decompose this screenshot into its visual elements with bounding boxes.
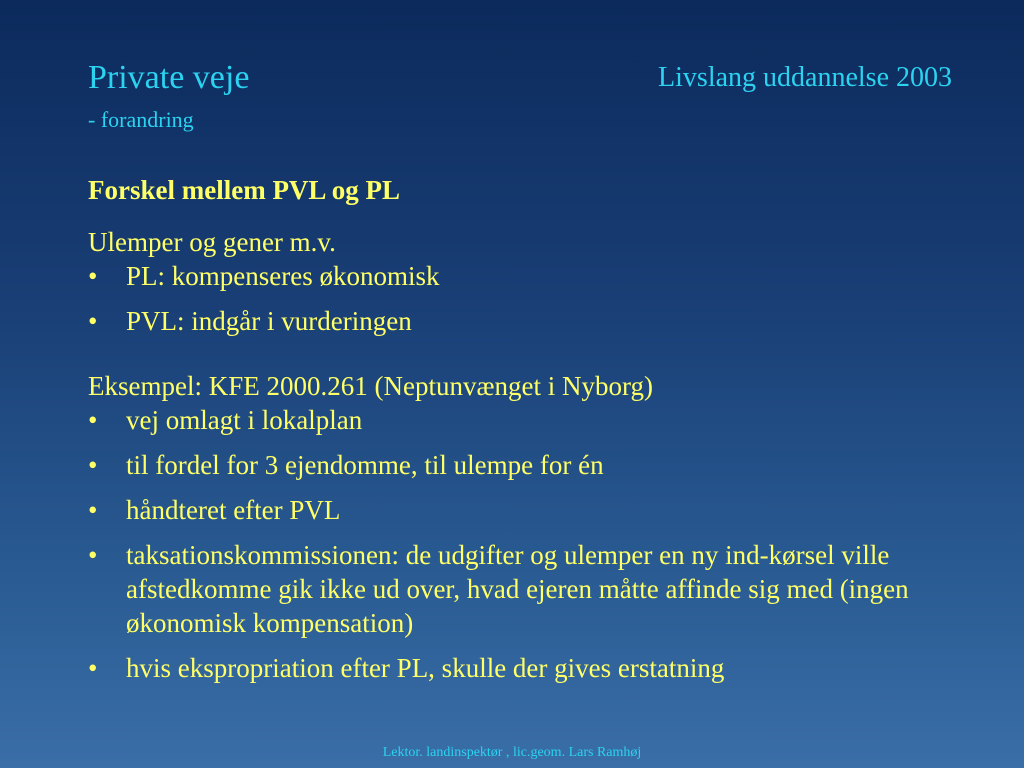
footer-author: Lektor. landinspektør , lic.geom. Lars Ramhøj (382, 745, 642, 760)
bullet-icon: • (88, 495, 98, 525)
section-heading: Forskel mellem PVL og PL (88, 175, 400, 205)
course-label: Livslang uddannelse 2003 (658, 62, 952, 93)
bullet-icon: • (88, 653, 98, 683)
list-item-text: PVL: indgår i vurderingen (126, 306, 412, 336)
example-lead: Eksempel: KFE 2000.261 (Neptunvænget i Nyborg) (88, 371, 653, 401)
slide-title: Private veje (88, 59, 250, 96)
list-item-text: vej omlagt i lokalplan (126, 405, 363, 435)
list-item-text: PL: kompenseres økonomisk (126, 261, 440, 291)
bullet-icon: • (88, 306, 98, 336)
list-item (88, 259, 988, 293)
list-item (88, 538, 988, 640)
example-section (88, 369, 988, 685)
bullet-icon: • (88, 450, 98, 480)
list-item (88, 304, 988, 338)
list-item-text: til fordel for 3 ejendomme, til ulempe for én (126, 450, 604, 480)
list-item (88, 403, 988, 437)
bullet-icon: • (88, 261, 98, 291)
example-list (88, 403, 988, 685)
slide-subtitle: - forandring (88, 107, 194, 132)
list-item-text: taksationskommissionen: de udgifter og ulemper en ny ind-kørsel ville afstedkomme gik ikke ud over, hvad ejeren måtte affinde sig med (ingen økonomisk kompensation) (126, 540, 909, 638)
list-item (88, 493, 988, 527)
drawbacks-lead: Ulemper og gener m.v. (88, 227, 336, 257)
bullet-icon: • (88, 405, 98, 435)
drawbacks-list (88, 259, 988, 338)
list-item (88, 448, 988, 482)
list-item-text: hvis ekspropriation efter PL, skulle der gives erstatning (126, 653, 725, 683)
bullet-icon: • (88, 540, 98, 570)
drawbacks-section (88, 225, 988, 338)
list-item (88, 651, 988, 685)
list-item-text: håndteret efter PVL (126, 495, 341, 525)
